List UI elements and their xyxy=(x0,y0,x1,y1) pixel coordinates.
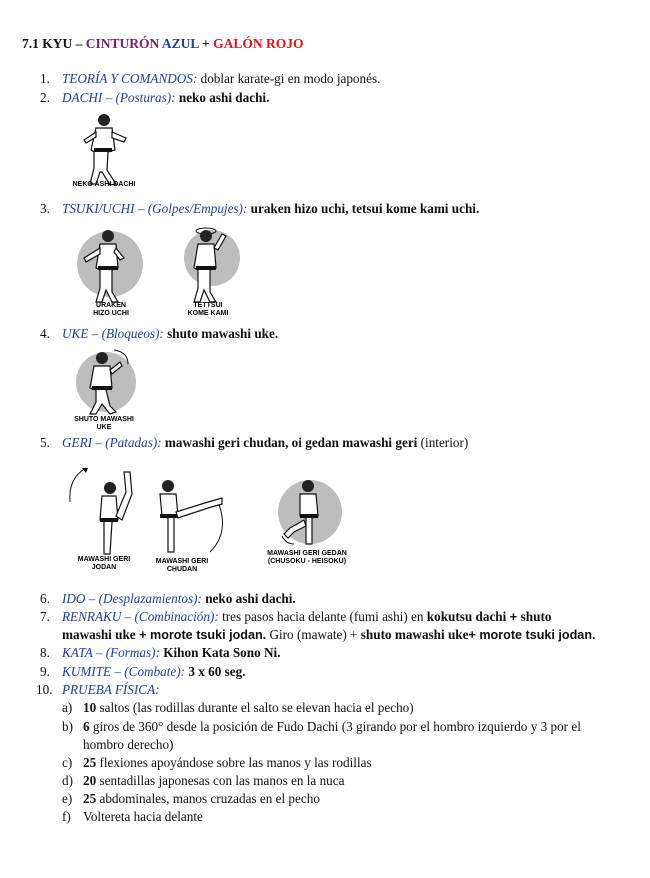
item-category: RENRAKU – (Combinación): xyxy=(62,609,219,624)
karateka-illustration xyxy=(68,344,140,416)
sub-letter: c) xyxy=(62,755,73,770)
sub-letter: a) xyxy=(62,700,73,715)
sub-letter: d) xyxy=(62,773,73,788)
item-text: 3 x 60 seg. xyxy=(185,664,246,679)
figure-caption: NEKO ASHI DACHI xyxy=(72,181,136,188)
figure-caption-1: MAWASHI GERI xyxy=(155,558,209,565)
item-number: 2. xyxy=(40,90,50,105)
karateka-illustration xyxy=(64,462,144,558)
title-cinturon: CINTURÓN xyxy=(85,36,160,51)
item-category: KUMITE – (Combate): xyxy=(62,664,186,679)
sub-text: abdominales, manos cruzadas en el pecho xyxy=(96,791,320,806)
list-item-tsuki xyxy=(40,200,479,217)
list-item-teoria xyxy=(40,70,380,87)
item-number: 5. xyxy=(40,435,50,450)
sub-text: Voltereta hacia delante xyxy=(83,809,203,824)
uraken-hizo-uchi-figure xyxy=(66,222,156,317)
figure-caption-2: JODAN xyxy=(91,564,117,571)
shuto-mawashi-uke-figure xyxy=(68,344,140,431)
figure-caption-1: MAWASHI GERI GEDAN xyxy=(267,550,347,557)
item-category: DACHI – (Posturas): xyxy=(62,90,176,105)
item-text-bold: shuto xyxy=(520,609,552,624)
neko-ashi-dachi-figure xyxy=(60,110,148,190)
item-text: shuto mawashi uke. xyxy=(163,326,279,341)
item-text-bold: kokutsu dachi xyxy=(426,609,507,624)
figure-caption-2: KOME KAMI xyxy=(187,310,229,317)
figure-caption-1: TETTSUI xyxy=(193,302,223,309)
item-text-sans: + morote tsuki jodan. xyxy=(468,628,596,642)
sub-item-c xyxy=(62,754,372,771)
item-number: 4. xyxy=(40,326,50,341)
sub-letter: b) xyxy=(62,719,73,734)
item-number: 1. xyxy=(40,71,50,86)
item-category: IDO – (Desplazamientos): xyxy=(62,591,202,606)
list-item-kata xyxy=(40,644,281,661)
sub-item-e xyxy=(62,790,320,807)
item-text-bold: mawashi geri chudan, oi gedan mawashi geri xyxy=(161,435,418,450)
karateka-illustration xyxy=(60,110,148,190)
sub-count: 10 xyxy=(83,700,97,715)
karateka-illustration xyxy=(170,222,246,306)
list-item-ido xyxy=(40,590,296,607)
list-item-kumite xyxy=(40,663,246,680)
sub-item-b-continued: hombro derecho) xyxy=(83,737,174,752)
sub-letter: e) xyxy=(62,791,73,806)
list-item-renraku xyxy=(40,608,551,626)
item-number: 9. xyxy=(40,664,50,679)
figure-caption-1: URAKEN xyxy=(96,302,126,309)
tettsui-kome-kami-figure xyxy=(170,222,246,317)
mawashi-geri-chudan-figure xyxy=(148,472,232,573)
sub-count: 25 xyxy=(83,755,97,770)
figure-caption-2: UKE xyxy=(96,424,112,431)
item-category: KATA – (Formas): xyxy=(62,645,160,660)
mawashi-geri-gedan-figure xyxy=(262,472,352,565)
sub-text: saltos (las rodillas durante el salto se elevan hacia el pecho) xyxy=(96,700,414,715)
item-text: doblar karate-gi en modo japonés. xyxy=(197,71,381,86)
list-item-renraku-continued xyxy=(62,626,596,644)
sub-count: 20 xyxy=(83,773,97,788)
list-item-geri xyxy=(40,434,468,451)
sub-count: 6 xyxy=(83,719,90,734)
item-text: (interior) xyxy=(417,435,469,450)
list-item-uke xyxy=(40,325,278,342)
sub-item-d xyxy=(62,772,344,789)
karateka-illustration xyxy=(148,472,232,558)
karateka-illustration xyxy=(66,222,156,306)
item-category: TEORÍA Y COMANDOS: xyxy=(62,71,198,86)
item-text: tres pasos hacia delante (fumi ashi) en xyxy=(218,609,427,624)
item-category: GERI – (Patadas): xyxy=(62,435,162,450)
item-number: 3. xyxy=(40,201,50,216)
item-number: 10. xyxy=(36,682,53,697)
title-prefix: 7.1 KYU – xyxy=(22,36,86,51)
figure-caption-2: HIZO UCHI xyxy=(93,310,129,317)
title-galon: GALÓN ROJO xyxy=(213,36,304,51)
sub-text: sentadillas japonesas con las manos en la nuca xyxy=(96,773,345,788)
mawashi-geri-jodan-figure xyxy=(64,462,144,571)
figure-caption-2: CHUDAN xyxy=(166,566,198,573)
sub-item-f xyxy=(62,808,203,825)
figure-caption-1: SHUTO MAWASHI xyxy=(74,416,134,423)
item-number: 6. xyxy=(40,591,50,606)
sub-text: giros de 360° desde la posición de Fudo Dachi (3 girando por el hombro izquierdo y 3 por el xyxy=(89,719,581,734)
item-text-bold: shuto mawashi uke xyxy=(360,627,469,642)
item-text: Kihon Kata Sono Ni. xyxy=(159,645,281,660)
item-text-sans: + xyxy=(506,610,521,624)
item-text-bold: mawashi uke xyxy=(62,627,136,642)
figure-caption-1: MAWASHI GERI xyxy=(77,556,131,563)
list-item-dachi xyxy=(40,89,269,106)
item-number: 7. xyxy=(40,609,50,624)
item-number: 8. xyxy=(40,645,50,660)
title-plus: + xyxy=(198,36,214,51)
item-text: uraken hizo uchi, tetsui kome kami uchi. xyxy=(247,201,480,216)
karateka-illustration xyxy=(262,472,352,550)
item-category: UKE – (Bloqueos): xyxy=(62,326,164,341)
item-text: Giro (mawate) + xyxy=(266,627,361,642)
sub-text: flexiones apoyándose sobre las manos y las rodillas xyxy=(96,755,372,770)
sub-count: 25 xyxy=(83,791,97,806)
page-title xyxy=(22,36,304,52)
item-category: TSUKI/UCHI – (Golpes/Empujes): xyxy=(62,201,248,216)
sub-item-a xyxy=(62,699,414,716)
sub-letter: f) xyxy=(62,809,71,824)
figure-caption-2: (CHUSOKU - HEISOKU) xyxy=(267,558,347,565)
item-text-sans: + morote tsuki jodan. xyxy=(135,628,267,642)
item-text: neko ashi dachi. xyxy=(175,90,270,105)
sub-item-b xyxy=(62,718,581,735)
item-category: PRUEBA FÍSICA: xyxy=(62,682,160,697)
title-azul: AZUL xyxy=(161,36,199,51)
item-text: neko ashi dachi. xyxy=(201,591,296,606)
list-item-prueba-fisica xyxy=(36,681,160,698)
